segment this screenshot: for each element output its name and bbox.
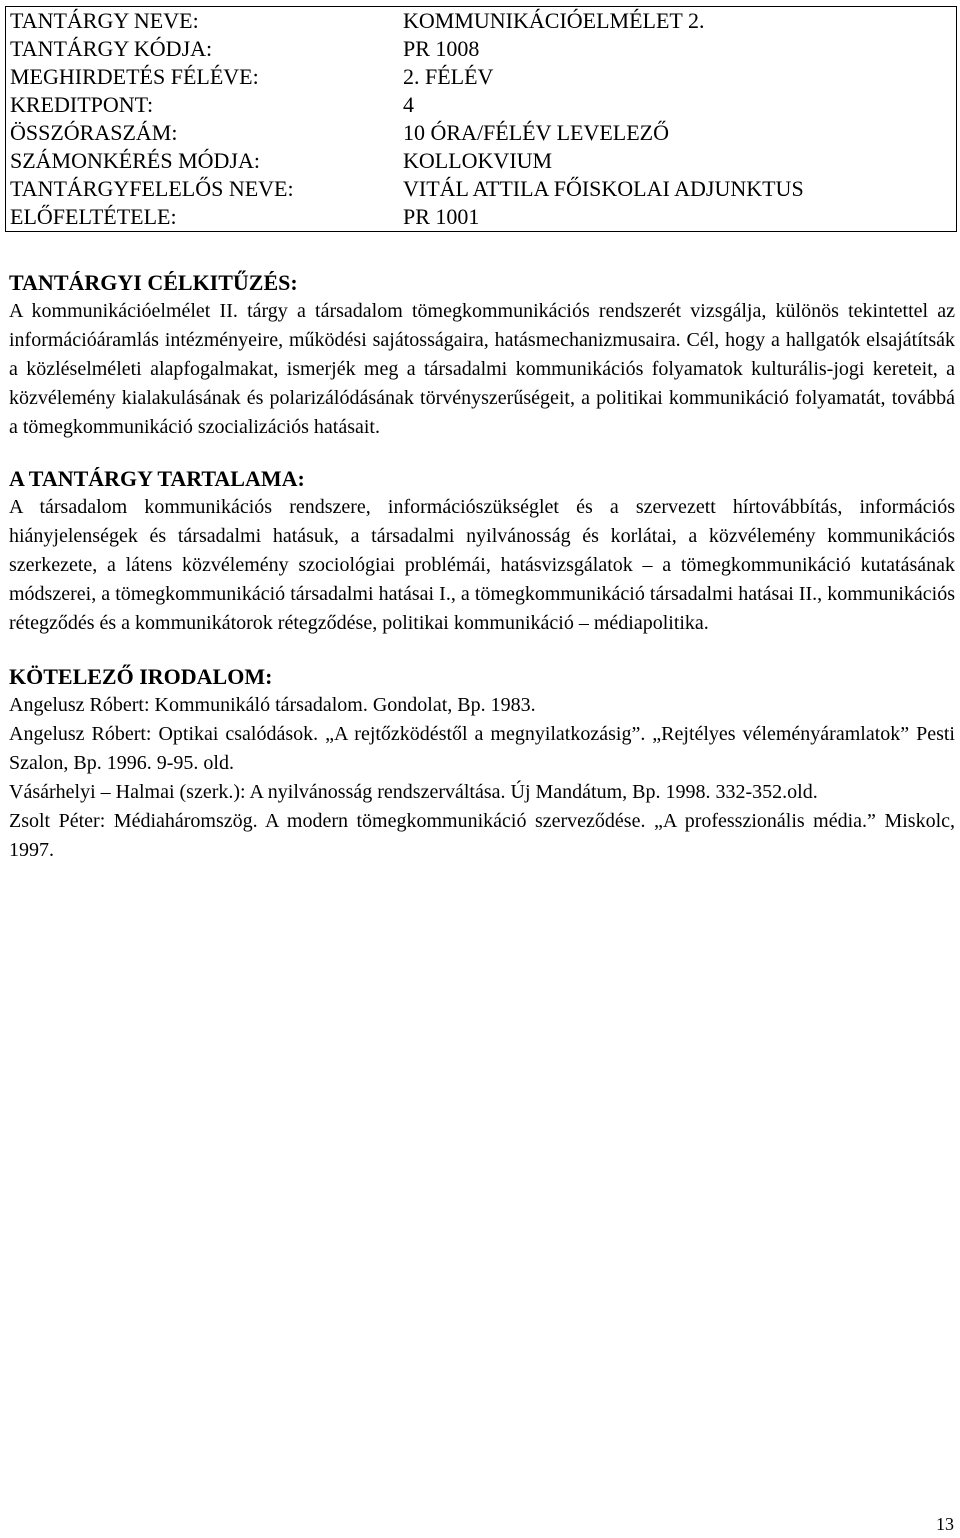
info-row-hours xyxy=(6,119,957,147)
info-row-assessment xyxy=(6,147,957,175)
info-value: VITÁL ATTILA FŐISKOLAI ADJUNKTUS xyxy=(399,175,957,203)
spacer xyxy=(9,638,955,662)
info-row-code xyxy=(6,35,957,63)
info-row-credits xyxy=(6,91,957,119)
objectives-heading: TANTÁRGYI CÉLKITŰZÉS: xyxy=(9,270,298,295)
info-value: KOLLOKVIUM xyxy=(399,147,957,175)
info-label: MEGHIRDETÉS FÉLÉVE: xyxy=(6,63,400,91)
info-value: PR 1001 xyxy=(399,203,957,232)
literature-heading: KÖTELEZŐ IRODALOM: xyxy=(9,664,273,689)
info-label: TANTÁRGY NEVE: xyxy=(6,7,400,36)
content-text: A társadalom kommunikációs rendszere, információszükséglet és a szervezett hírtovábbítás, információs hiányjelenségek és társadalmi hatásuk, a társadalmi nyilvánosság és korlátai, a közvélemény kommunikációs szerkezete, a látens közvélemény szociológiai problémái, hatásvizsgálatok – a tömegkommunikáció kutatásának módszerei, a tömegkommunikáció társadalmi hatásai I., a tömegkommunikáció társadalmi hatásai II., kommunikációs rétegződés és a kommunikátorok rétegződése, politikai kommunikáció – médiapolitika. xyxy=(9,496,955,634)
info-value: 10 ÓRA/FÉLÉV LEVELEZŐ xyxy=(399,119,957,147)
info-label: SZÁMONKÉRÉS MÓDJA: xyxy=(6,147,400,175)
info-value: PR 1008 xyxy=(399,35,957,63)
page-number: 13 xyxy=(936,1514,954,1534)
info-label: TANTÁRGYFELELŐS NEVE: xyxy=(6,175,400,203)
info-value: KOMMUNIKÁCIÓELMÉLET 2. xyxy=(399,7,957,36)
literature-item: Zsolt Péter: Médiaháromszög. A modern tömegkommunikáció szerveződése. „A professzionális média.” Miskolc, 1997. xyxy=(9,810,955,861)
info-label: ÖSSZÓRASZÁM: xyxy=(6,119,400,147)
info-row-prerequisite xyxy=(6,203,957,232)
literature-item: Angelusz Róbert: Kommunikáló társadalom. Gondolat, Bp. 1983. xyxy=(9,694,536,716)
literature-item: Vásárhelyi – Halmai (szerk.): A nyilvánosság rendszerváltása. Új Mandátum, Bp. 1998. 332-352.old. xyxy=(9,781,818,803)
content-heading: A TANTÁRGY TARTALAMA: xyxy=(9,466,305,491)
document-body xyxy=(9,268,955,865)
info-row-name xyxy=(6,7,957,36)
course-info-table xyxy=(5,6,957,232)
info-row-semester xyxy=(6,63,957,91)
spacer xyxy=(9,442,955,464)
info-value: 2. FÉLÉV xyxy=(399,63,957,91)
info-label: KREDITPONT: xyxy=(6,91,400,119)
literature-item: Angelusz Róbert: Optikai csalódások. „A rejtőzködéstől a megnyilatkozásig”. „Rejtélyes véleményáramlatok” Pesti Szalon, Bp. 1996. 9-95. old. xyxy=(9,723,955,774)
info-label: ELŐFELTÉTELE: xyxy=(6,203,400,232)
info-row-lecturer xyxy=(6,175,957,203)
objectives-text: A kommunikációelmélet II. tárgy a társadalom tömegkommunikációs rendszerét vizsgálja, különös tekintettel az információáramlás intézményeire, működési sajátosságaira, hatásmechanizmusaira. Cél, hogy a hallgatók elsajátítsák a közléselméleti alapfogalmakat, ismerjék meg a társadalmi kommunikációs folyamatok kulturális-jogi kereteit, a közvélemény kialakulásának és polarizálódásának törvényszerűségeit, a politikai kommunikáció folyamatát, továbbá a tömegkommunikáció szocializációs hatásait. xyxy=(9,300,955,438)
info-value: 4 xyxy=(399,91,957,119)
info-label: TANTÁRGY KÓDJA: xyxy=(6,35,400,63)
